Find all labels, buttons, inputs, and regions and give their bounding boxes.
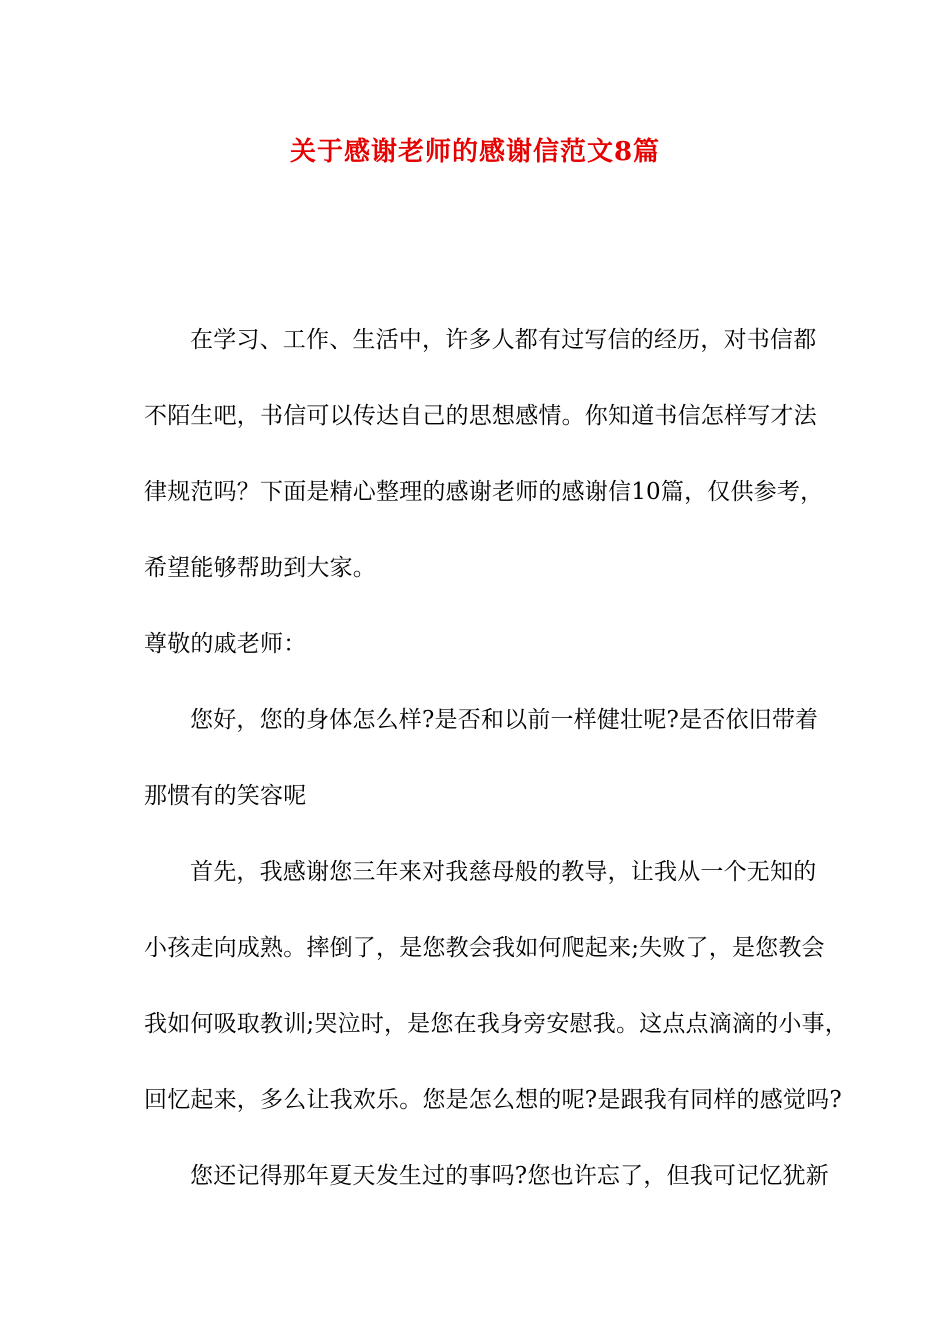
body-line: 我如何吸取教训;哭泣时，是您在我身旁安慰我。这点点滴滴的小事， [144, 1011, 848, 1037]
body-line: 回忆起来，多么让我欢乐。您是怎么想的呢?是跟我有同样的感觉吗? [144, 1087, 842, 1113]
body-line: 律规范吗？下面是精心整理的感谢老师的感谢信10篇，仅供参考， [144, 479, 824, 505]
body-line: 希望能够帮助到大家。 [144, 555, 376, 581]
letter-body [144, 318, 848, 1230]
body-line: 首先，我感谢您三年来对我慈母般的教导，让我从一个无知的 [190, 859, 817, 885]
body-line: 您好，您的身体怎么样?是否和以前一样健壮呢?是否依旧带着 [190, 707, 819, 733]
body-line: 您还记得那年夏天发生过的事吗?您也许忘了，但我可记忆犹新 [190, 1163, 829, 1189]
body-line: 小孩走向成熟。摔倒了，是您教会我如何爬起来;失败了，是您教会 [144, 935, 825, 961]
body-line: 不陌生吧，书信可以传达自己的思想感情。你知道书信怎样写才法 [144, 403, 817, 429]
salutation: 尊敬的戚老师： [144, 631, 307, 657]
body-line: 那惯有的笑容呢 [144, 783, 307, 809]
body-line: 在学习、工作、生活中，许多人都有过写信的经历，对书信都 [190, 327, 817, 353]
document-title: 关于感谢老师的感谢信范文8篇 [289, 137, 661, 167]
